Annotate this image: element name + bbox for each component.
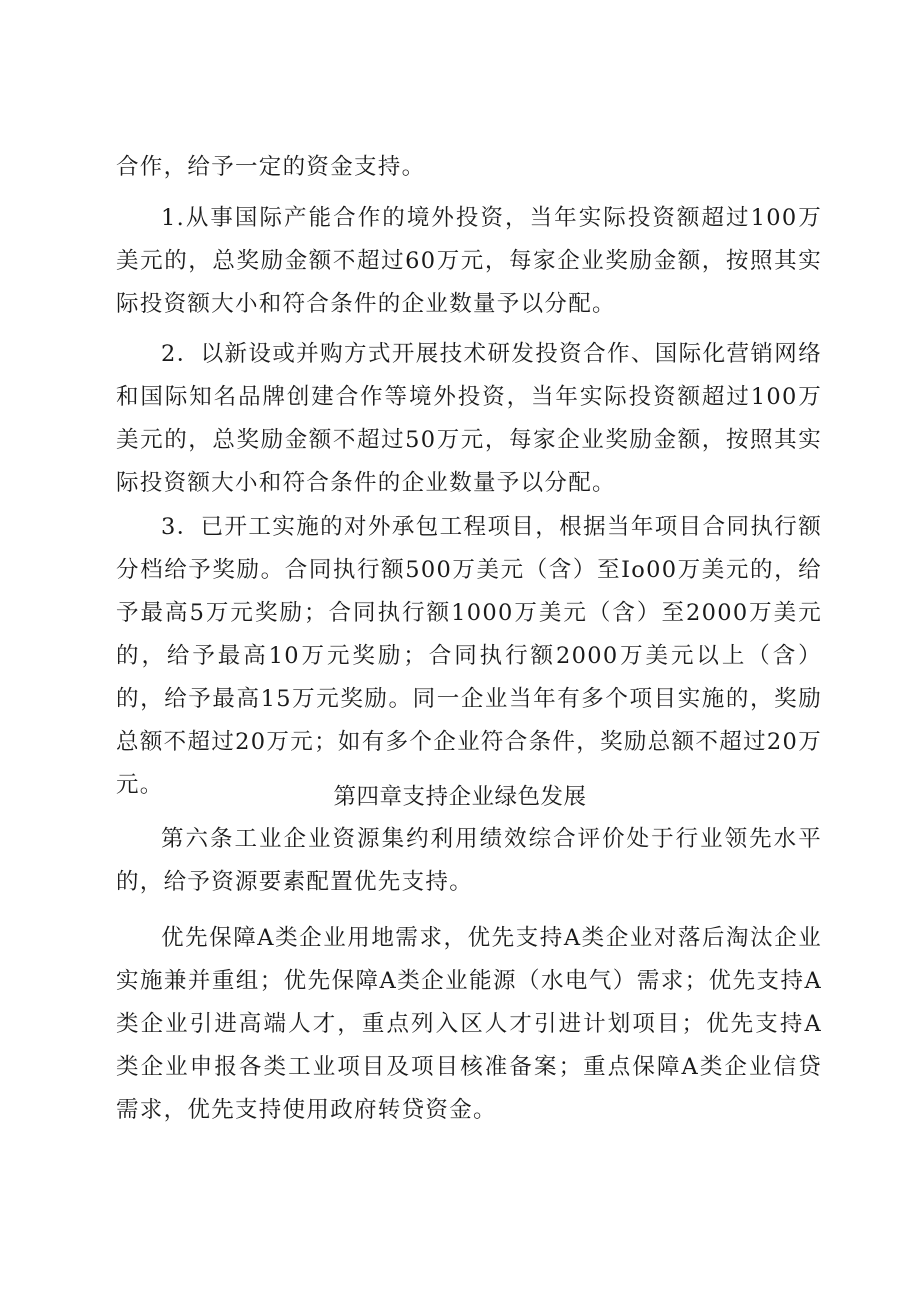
paragraph-item-3: 3．已开工实施的对外承包工程项目，根据当年项目合同执行额分档给予奖励。合同执行额500万美元（含）至Io00万美元的，给予最高5万元奖励；合同执行额1000万美元（含）至2000万美元的，给予最高10万元奖励；合同执行额2000万美元以上（含）的，给予最高15万元奖励。同一企业当年有多个项目实施的，奖励总额不超过20万元；如有多个企业符合条件，奖励总额不超过20万元。 — [116, 514, 822, 798]
paragraph-item-1: 1.从事国际产能合作的境外投资，当年实际投资额超过100万美元的，总奖励金额不超过60万元，每家企业奖励金额，按照其实际投资额大小和符合条件的企业数量予以分配。 — [116, 205, 822, 317]
paragraph-continuation: 合作，给予一定的资金支持。 — [116, 154, 426, 180]
article-six: 第六条工业企业资源集约利用绩效综合评价处于行业领先水平的，给予资源要素配置优先支持。 — [116, 826, 822, 895]
chapter-heading: 第四章支持企业绿色发展 — [333, 784, 587, 810]
paragraph-a-class-support: 优先保障A类企业用地需求，优先支持A类企业对落后淘汰企业实施兼并重组；优先保障A类企业能源（水电气）需求；优先支持A类企业引进高端人才，重点列入区人才引进计划项目；优先支持A类企业申报各类工业项目及项目核准备案；重点保障A类企业信贷需求，优先支持使用政府转贷资金。 — [116, 925, 822, 1123]
paragraph-item-2: 2．以新设或并购方式开展技术研发投资合作、国际化营销网络和国际知名品牌创建合作等境外投资，当年实际投资额超过100万美元的，总奖励金额不超过50万元，每家企业奖励金额，按照其实际投资额大小和符合条件的企业数量予以分配。 — [116, 341, 822, 496]
